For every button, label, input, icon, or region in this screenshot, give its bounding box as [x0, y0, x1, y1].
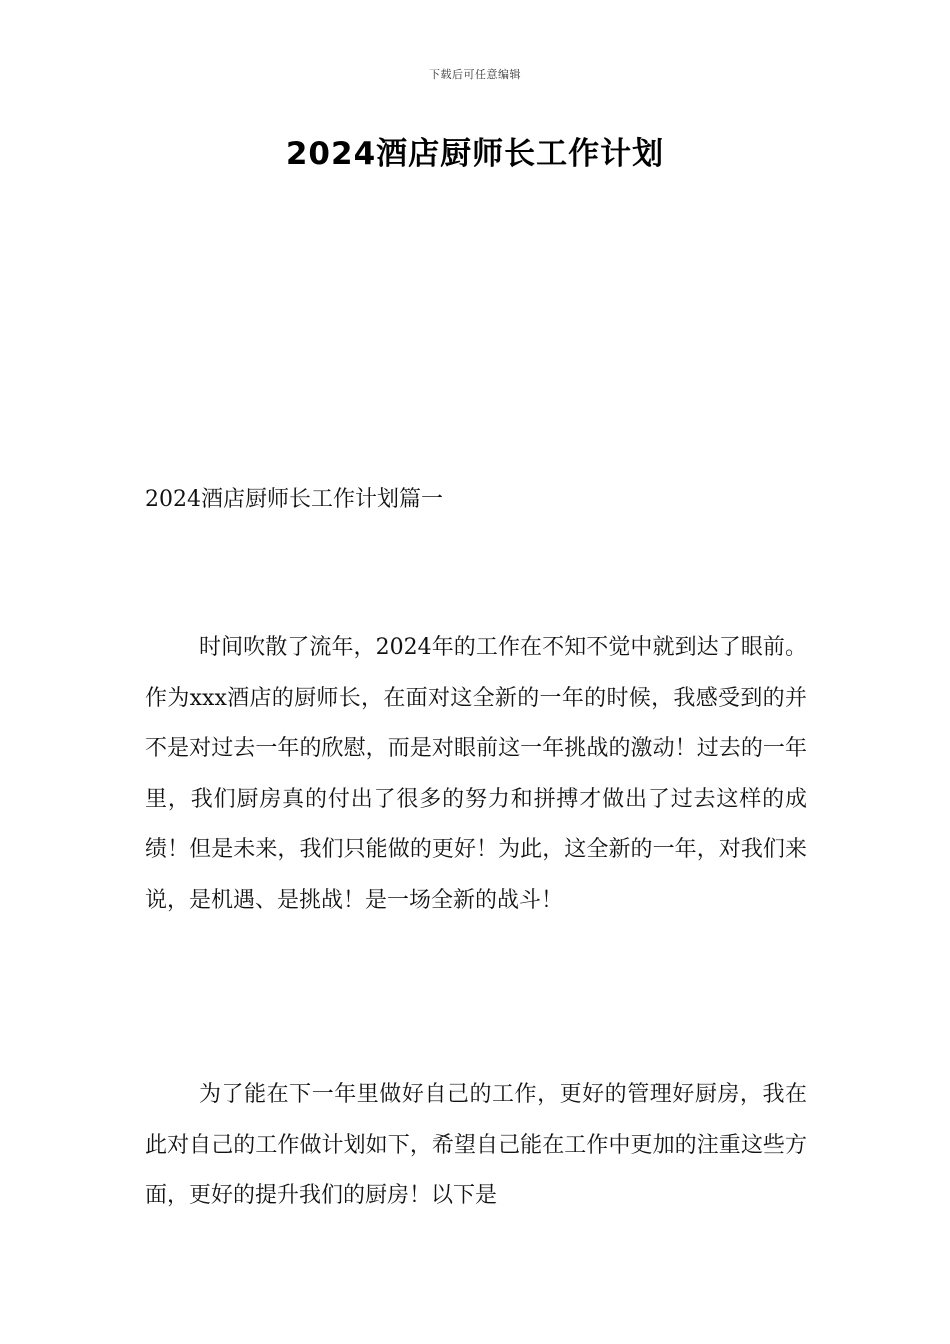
section-heading: 2024酒店厨师长工作计划篇一 — [145, 487, 443, 512]
body-paragraph-2: 为了能在下一年里做好自己的工作，更好的管理好厨房，我在此对自己的工作做计划如下，希望自己能在工作中更加的注重这些方面，更好的提升我们的厨房！以下是 — [145, 1082, 807, 1208]
body-paragraph-1: 时间吹散了流年，2024年的工作在不知不觉中就到达了眼前。作为xxx酒店的厨师长，在面对这全新的一年的时候，我感受到的并不是对过去一年的欣慰，而是对眼前这一年挑战的激动！过去的一年里，我们厨房真的付出了很多的努力和拼搏才做出了过去这样的成绩！但是未来，我们只能做的更好！为此，这全新的一年，对我们来说，是机遇、是挑战！是一场全新的战斗！ — [145, 635, 807, 913]
document-title: 2024酒店厨师长工作计划 — [285, 136, 665, 172]
header-note: 下载后可任意编辑 — [429, 68, 521, 81]
